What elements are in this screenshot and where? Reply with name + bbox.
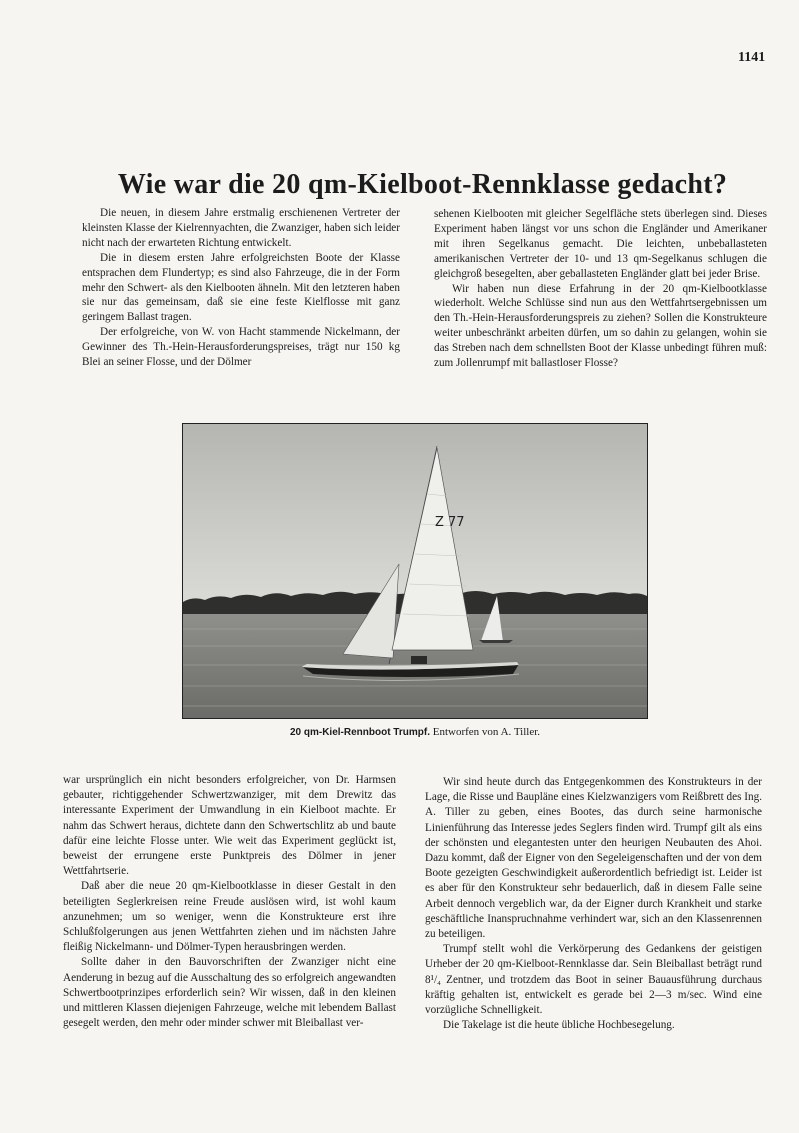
paragraph: Wir haben nun diese Erfahrung in der 20 qm-Kielbootklasse wiederholt. Welche Schlüsse sind nun aus den Wettfahrtsergebnissen um den Th.-Hein-Herausforderungspreis zu ziehen? Sollen die Konstrukteure weiter unbeschränkt arbeiten dürfen, um so dahin zu gelangen, wohin sie das Streben nach dem schnellsten Boot der Klasse unbedingt führen muß: zum Jollenrumpf mit ballastloser Flosse?	[434, 282, 767, 370]
caption-credit: Entworfen von A. Tiller.	[432, 726, 541, 738]
photo-caption	[180, 726, 650, 738]
sailboat-photo-image	[183, 424, 647, 718]
page-number: 1141	[738, 50, 766, 65]
caption-title: 20 qm-Kiel-Rennboot Trumpf.	[289, 727, 430, 738]
paragraph: Trumpf stellt wohl die Verkörperung des Gedankens der geistigen Urheber der 20 qm-Kielboot-Rennklasse dar. Sein Bleiballast beträgt rund 8¹/₄ Zentner, und trotzdem das Boot in seiner Bauausführung durchaus kräftig gehalten ist, entwickelt es gerade bei 2—3 m/sec. Wind eine vorzügliche Schnelligkeit.	[425, 943, 762, 1017]
paragraph: Sollte daher in den Bauvorschriften der Zwanziger nicht eine Aenderung in bezug auf die Ausschaltung des so erfolgreich angewandten Schwertbootprinzipes erforderlich sein? Wir wissen, daß in den kleinen und mittleren Klassen diejenigen Fahrzeuge, welche mit lebendem Ballast gesegelt werden, den mehr oder minder schwer mit Bleiballast ver-	[63, 956, 396, 1030]
text-column-bottom-right	[425, 775, 762, 1033]
paragraph: Daß aber die neue 20 qm-Kielbootklasse in dieser Gestalt in den beteiligten Seglerkreisen reine Freude auslösen wird, ist wohl kaum anzunehmen; um so weniger, wenn die Konstrukteure erst ihre Schlußfolgerungen aus jenen Wettfahrten ziehen und im nächsten Jahre fleißig Nickelmann- und Dölmer-Typen herausbringen werden.	[63, 880, 396, 954]
paragraph: Die neuen, in diesem Jahre erstmalig erschienenen Vertreter der kleinsten Klasse der Kielrennyachten, die Zwanziger, haben sich leider nicht nach der erwarteten Richtung entwickelt.	[82, 207, 400, 249]
text-column-top-left	[82, 206, 400, 370]
article-title: Wie war die 20 qm-Kielboot-Rennklasse gedacht?	[117, 168, 728, 200]
paragraph: Die Takelage ist die heute übliche Hochbesegelung.	[443, 1019, 675, 1032]
text-column-top-right	[434, 207, 767, 371]
paragraph: Der erfolgreiche, von W. von Hacht stammende Nickelmann, der Gewinner des Th.-Hein-Herausforderungspreises, trägt nur 150 kg Blei an seiner Flosse, und der Dölmer	[82, 326, 400, 369]
paragraph: war ursprünglich ein nicht besonders erfolgreicher, von Dr. Harmsen gebauter, richtiggehender Schwertzwanziger, mit dem Drewitz das interessante Experiment der Umwandlung in ein Kielboot machte. Er nahm das Schwert heraus, dichtete dann den Schwertschlitz ab und baute dafür eine leichte Flosse unter. Wie weit das Experiment geglückt ist, beweist der errungene erste Punktpreis des Dölmer in jener Wettfahrtserie.	[63, 774, 396, 878]
text-column-bottom-left	[63, 773, 396, 1031]
paragraph: sehenen Kielbooten mit gleicher Segelfläche stets überlegen sind. Dieses Experiment haben längst vor uns schon die Engländer und Amerikaner mit ihren Segelkanus gemacht. Die leichten, unbeballasteten amerikanischen Vertreter der 10- und 13 qm-Segelkanus schlugen die gleichgroß besegelten, aber geballasteten Engländer glatt bei jeder Brise.	[434, 208, 767, 280]
sailboat-photo	[182, 423, 648, 719]
paragraph: Wir sind heute durch das Entgegenkommen des Konstrukteurs in der Lage, die Risse und Baupläne eines Kielzwanzigers vom Reißbrett des Ing. A. Tiller zu geben, eines Bootes, das durch seine harmonische Linienführung das Interesse jedes Seglers finden wird. Trumpf gilt als eins der schönsten und elegantesten unter den heurigen Neubauten des Ahoi. Dazu kommt, daß der Eigner von den Segeleigenschaften und der von dem Boote gezeigten Geschwindigkeit außerordentlich befriedigt ist. Leider ist es aber für den Konstrukteur sehr bedauerlich, daß in diesem Falle seine Arbeit dennoch vergeblich war, da der Eigner durch Krankheit und starke geschäftliche Inanspruchnahme verhindert war, sich an den Klassenrennen zu beteiligen.	[425, 776, 762, 941]
sail-number: Z 77	[435, 515, 465, 530]
paragraph: Die in diesem ersten Jahre erfolgreichsten Boote der Klasse entsprachen dem Flundertyp; es sind also Fahrzeuge, die in der Form mehr den Schwert- als den Kielbooten ähneln. Mit den letzteren haben sie nur das gemeinsam, daß sie eine feste Kielflosse mit ganz geringem Ballast tragen.	[82, 251, 400, 324]
